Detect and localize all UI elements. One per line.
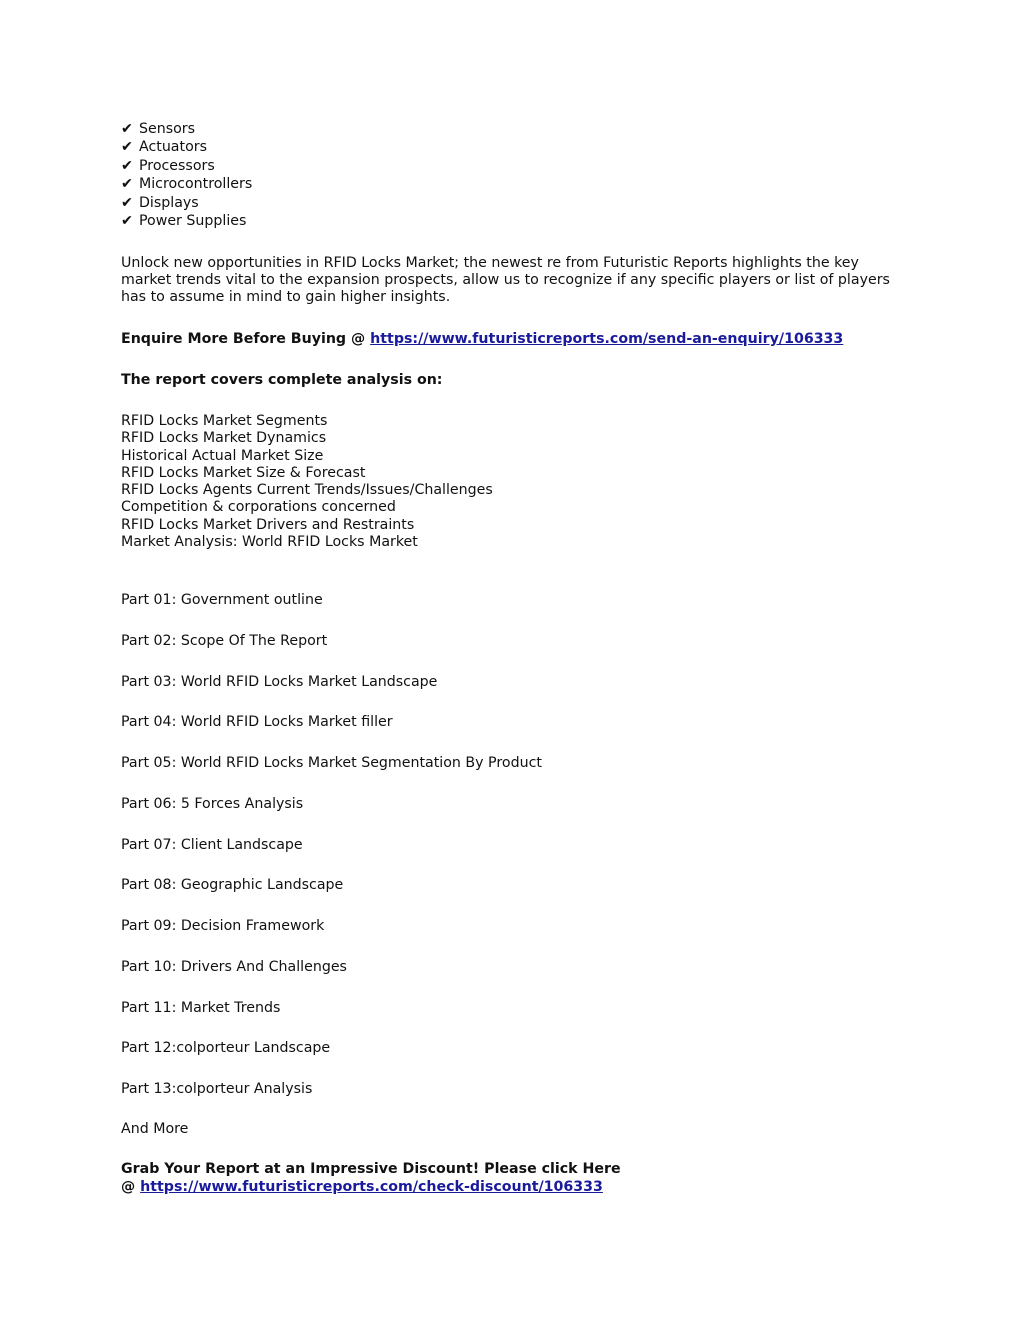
- part-item: Part 10: Drivers And Challenges: [121, 958, 347, 975]
- covers-list: [121, 412, 493, 550]
- component-checklist: [121, 120, 911, 230]
- covers-item: Market Analysis: World RFID Locks Market: [121, 533, 418, 550]
- discount-label: Grab Your Report at an Impressive Discount! Please click Here: [121, 1161, 621, 1177]
- covers-heading: The report covers complete analysis on:: [121, 372, 443, 388]
- part-item: Part 04: World RFID Locks Market filler: [121, 714, 393, 731]
- part-item: Part 13:colporteur Analysis: [121, 1081, 313, 1097]
- part-item: Part 07: Client Landscape: [121, 836, 303, 853]
- covers-item: RFID Locks Agents Current Trends/Issues/Challenges: [121, 482, 493, 498]
- part-item: Part 03: World RFID Locks Market Landscape: [121, 673, 438, 690]
- enquire-label: Enquire More Before Buying @: [121, 331, 371, 347]
- document-page: [121, 120, 911, 1195]
- checkmark-icon: ✔: [121, 121, 133, 137]
- checklist-item: ✔ Power Supplies: [121, 212, 247, 229]
- parts-list: [121, 591, 542, 1121]
- part-item: Part 08: Geographic Landscape: [121, 877, 344, 894]
- part-item: Part 12:colporteur Landscape: [121, 1040, 331, 1057]
- checklist-item: ✔ Microcontrollers: [121, 176, 253, 193]
- discount-block: [121, 1161, 621, 1196]
- checkmark-icon: ✔: [121, 157, 133, 174]
- checkmark-icon: ✔: [121, 194, 133, 211]
- part-item: Part 01: Government outline: [121, 592, 323, 608]
- covers-item: RFID Locks Market Dynamics: [121, 430, 327, 447]
- part-item: Part 06: 5 Forces Analysis: [121, 795, 304, 812]
- intro-paragraph: Unlock new opportunities in RFID Locks Market; the newest re from Futuristic Reports highlights the key market trends vital to the expansion prospects, allow us to recognize if any specific players or list of players has to assume in mind to gain higher insights.: [121, 255, 890, 306]
- discount-link-line: @ https://www.futuristicreports.com/check-discount/106333: [121, 1178, 603, 1195]
- part-item: Part 05: World RFID Locks Market Segmentation By Product: [121, 755, 542, 771]
- checklist-item: ✔ Processors: [121, 157, 215, 174]
- part-item: Part 09: Decision Framework: [121, 918, 325, 934]
- covers-item: RFID Locks Market Size & Forecast: [121, 464, 366, 481]
- part-item: Part 02: Scope Of The Report: [121, 632, 328, 649]
- enquire-line: [121, 330, 843, 348]
- checklist-item: ✔ Actuators: [121, 139, 207, 156]
- checkmark-icon: ✔: [121, 212, 133, 229]
- checklist-item: ✔ Displays: [121, 194, 199, 211]
- covers-item: RFID Locks Market Drivers and Restraints: [121, 516, 415, 533]
- checklist-item: ✔ Sensors: [121, 121, 196, 137]
- part-item: Part 11: Market Trends: [121, 999, 281, 1016]
- and-more-text: And More: [121, 1121, 189, 1137]
- covers-item: RFID Locks Market Segments: [121, 413, 328, 429]
- checkmark-icon: ✔: [121, 176, 133, 193]
- covers-item: Historical Actual Market Size: [121, 447, 324, 464]
- discount-link[interactable]: https://www.futuristicreports.com/check-discount/106333: [140, 1178, 603, 1195]
- enquiry-link[interactable]: https://www.futuristicreports.com/send-an-enquiry/106333: [370, 331, 844, 347]
- covers-item: Competition & corporations concerned: [121, 499, 396, 516]
- checkmark-icon: ✔: [121, 139, 133, 156]
